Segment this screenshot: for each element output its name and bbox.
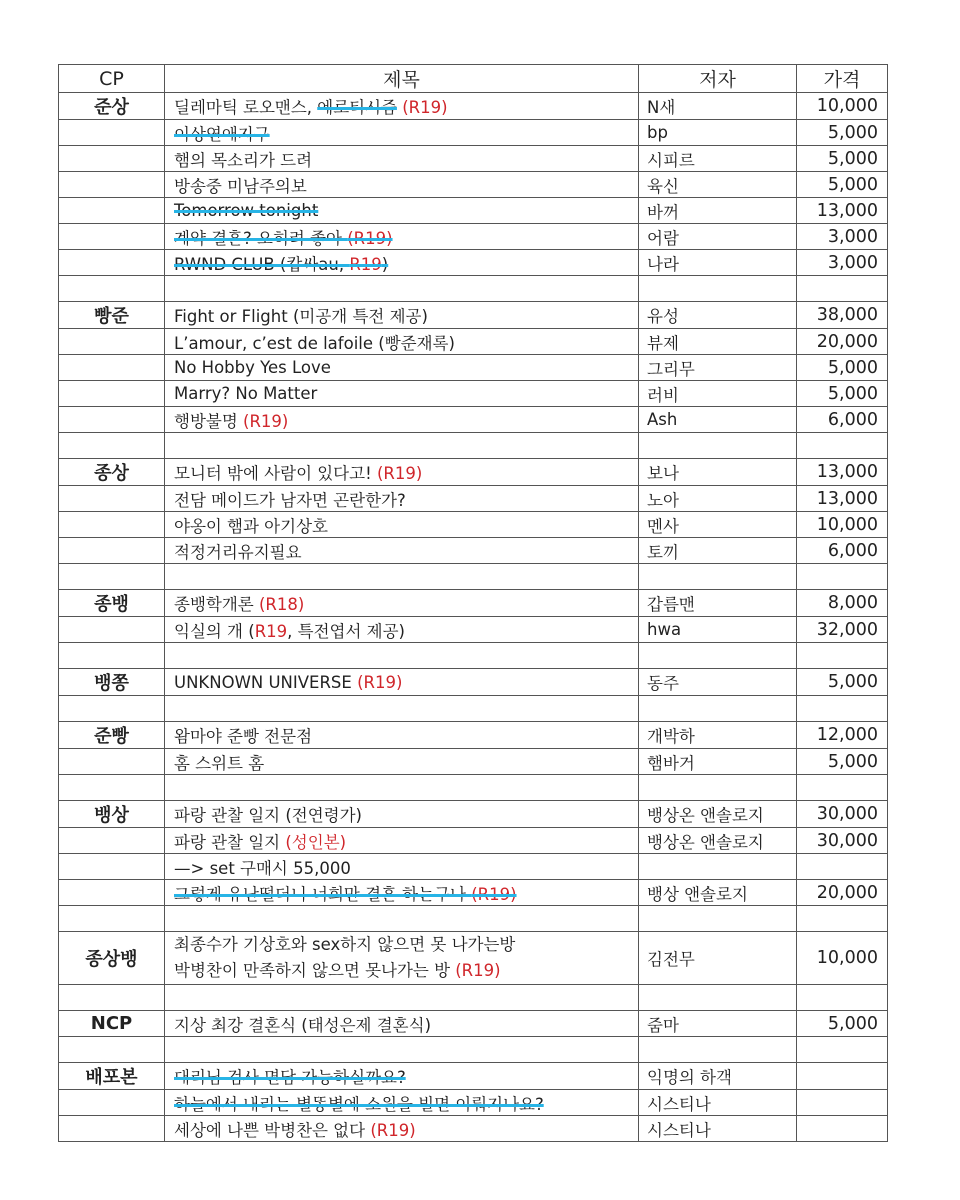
author-cell: 시스티나	[639, 1116, 797, 1142]
empty-cell	[797, 775, 888, 801]
title-text: Fight or Flight (미공개 특전 제공)	[174, 307, 428, 326]
title-text: 행방불명	[174, 411, 244, 431]
table-row	[59, 590, 888, 617]
blank-row	[59, 433, 888, 459]
empty-cell	[59, 985, 165, 1011]
title-text: 대리님 검사 면담 가능하실까요?	[174, 1068, 406, 1087]
cp-cell	[59, 381, 165, 407]
header-title: 제목	[165, 65, 639, 93]
table-row	[59, 749, 888, 775]
cp-cell	[59, 250, 165, 276]
empty-cell	[59, 643, 165, 669]
title-text: 햄의 목소리가 드려	[174, 150, 313, 170]
author-cell: 시스티나	[639, 1090, 797, 1116]
author-cell: N새	[639, 93, 797, 120]
rating-label: R19	[254, 621, 288, 641]
cp-cell	[59, 617, 165, 643]
title-text: 익실의 개 (	[174, 621, 255, 641]
price-cell: 32,000	[797, 617, 888, 643]
table-body	[59, 93, 888, 1142]
author-cell: 뱅상온 앤솔로지	[639, 801, 797, 828]
empty-cell	[165, 564, 639, 590]
empty-cell	[59, 564, 165, 590]
table-row	[59, 172, 888, 198]
empty-cell	[639, 906, 797, 932]
author-cell: 줌마	[639, 1011, 797, 1037]
title-cell	[165, 172, 639, 198]
title-text: 하늘에서 내리는 별똥별에 소원을 빌면 이뤄지나요?	[174, 1094, 544, 1114]
title-text: 그렇게 유난떨더니 너희만 결혼 하는구나	[174, 884, 472, 904]
title-cell	[165, 854, 639, 880]
title-cell	[165, 1090, 639, 1116]
title-cell	[165, 590, 639, 617]
rating-label: (R19)	[370, 1120, 416, 1140]
title-cell	[165, 538, 639, 564]
table-row	[59, 329, 888, 355]
price-cell: 30,000	[797, 828, 888, 854]
blank-row	[59, 276, 888, 302]
title-text: Tomorrow tonight	[174, 201, 319, 220]
empty-cell	[797, 1037, 888, 1063]
title-text: 적정거리유지필요	[174, 542, 302, 562]
empty-cell	[59, 906, 165, 932]
price-cell	[797, 1063, 888, 1090]
empty-cell	[639, 433, 797, 459]
price-list-table	[58, 64, 888, 1142]
empty-cell	[165, 433, 639, 459]
title-cell	[165, 828, 639, 854]
table-row	[59, 407, 888, 433]
author-cell: 개박하	[639, 722, 797, 749]
price-cell: 6,000	[797, 407, 888, 433]
blank-row	[59, 985, 888, 1011]
price-cell: 5,000	[797, 120, 888, 146]
header-cp: CP	[59, 65, 165, 93]
empty-cell	[639, 1037, 797, 1063]
table-row	[59, 669, 888, 696]
cp-cell: 준상	[59, 93, 165, 120]
empty-cell	[639, 775, 797, 801]
table-row	[59, 459, 888, 486]
rating-label: (R19)	[471, 884, 517, 904]
title-cell	[165, 932, 639, 985]
table-row	[59, 617, 888, 643]
blank-row	[59, 775, 888, 801]
price-cell: 10,000	[797, 93, 888, 120]
author-cell: 러비	[639, 381, 797, 407]
title-cell	[165, 722, 639, 749]
cp-cell	[59, 828, 165, 854]
header-price: 가격	[797, 65, 888, 93]
table-row	[59, 250, 888, 276]
title-cell	[165, 1011, 639, 1037]
empty-cell	[639, 985, 797, 1011]
title-cell	[165, 880, 639, 906]
title-cell	[165, 669, 639, 696]
author-cell: 나라	[639, 250, 797, 276]
cp-cell	[59, 329, 165, 355]
author-cell: 햄바거	[639, 749, 797, 775]
table-row	[59, 355, 888, 381]
cp-cell	[59, 538, 165, 564]
empty-cell	[797, 564, 888, 590]
title-cell	[165, 120, 639, 146]
empty-cell	[59, 696, 165, 722]
table-row	[59, 722, 888, 749]
table-row	[59, 146, 888, 172]
cp-cell: 빵준	[59, 302, 165, 329]
rating-label: (R19)	[455, 961, 501, 980]
author-cell: 시피르	[639, 146, 797, 172]
title-text: 모니터 밖에 사람이 있다고!	[174, 464, 377, 483]
empty-cell	[797, 276, 888, 302]
cp-cell: 종뱅	[59, 590, 165, 617]
table-row	[59, 120, 888, 146]
price-cell: 3,000	[797, 224, 888, 250]
empty-cell	[165, 906, 639, 932]
cp-cell: 뱅상	[59, 801, 165, 828]
empty-cell	[165, 643, 639, 669]
empty-cell	[797, 696, 888, 722]
cp-cell	[59, 146, 165, 172]
title-cell	[165, 146, 639, 172]
title-text: 딜레마틱 로오맨스,	[174, 98, 318, 117]
cp-cell	[59, 198, 165, 224]
author-cell: 김전무	[639, 932, 797, 985]
cp-cell	[59, 172, 165, 198]
title-text: 파랑 관찰 일지	[174, 832, 286, 852]
title-cell	[165, 250, 639, 276]
title-text: 에로티시즘	[317, 98, 397, 117]
cp-cell	[59, 1090, 165, 1116]
cp-cell	[59, 880, 165, 906]
price-cell: 30,000	[797, 801, 888, 828]
author-cell: 뱅상온 앤솔로지	[639, 828, 797, 854]
price-cell	[797, 854, 888, 880]
empty-cell	[59, 1037, 165, 1063]
author-cell: 익명의 하객	[639, 1063, 797, 1090]
header-row	[59, 65, 888, 93]
price-cell: 13,000	[797, 459, 888, 486]
table-row	[59, 224, 888, 250]
title-text: 왐마야 준빵 전문점	[174, 727, 313, 746]
author-cell: 그리무	[639, 355, 797, 381]
rating-label: (R19)	[402, 98, 448, 117]
author-cell: 동주	[639, 669, 797, 696]
empty-cell	[165, 696, 639, 722]
title-cell	[165, 381, 639, 407]
title-text: 계약 결혼? 오히려 좋아	[174, 228, 348, 248]
cp-cell: 준빵	[59, 722, 165, 749]
cp-cell	[59, 854, 165, 880]
title-cell	[165, 355, 639, 381]
cp-cell: 종상뱅	[59, 932, 165, 985]
title-text: 최종수가 기상호와 sex하지 않으면 못 나가는방	[174, 935, 516, 954]
empty-cell	[165, 276, 639, 302]
price-cell: 38,000	[797, 302, 888, 329]
cp-cell	[59, 407, 165, 433]
title-line	[174, 958, 630, 984]
title-cell	[165, 224, 639, 250]
title-text: UNKNOWN UNIVERSE	[174, 672, 358, 692]
price-cell: 12,000	[797, 722, 888, 749]
empty-cell	[797, 906, 888, 932]
empty-cell	[639, 696, 797, 722]
title-cell	[165, 198, 639, 224]
table-row	[59, 880, 888, 906]
price-cell: 5,000	[797, 146, 888, 172]
author-cell: 바꺼	[639, 198, 797, 224]
title-text: 박병찬이 만족하지 않으면 못나가는 방	[174, 961, 456, 980]
price-cell: 6,000	[797, 538, 888, 564]
empty-cell	[797, 643, 888, 669]
title-text: 이상연애지구	[174, 124, 270, 144]
price-cell: 5,000	[797, 1011, 888, 1037]
table-row	[59, 854, 888, 880]
blank-row	[59, 643, 888, 669]
title-text: 세상에 나쁜 박병찬은 없다	[174, 1120, 371, 1140]
title-text: 지상 최강 결혼식 (태성은제 결혼식)	[174, 1015, 431, 1035]
title-cell	[165, 512, 639, 538]
price-cell: 8,000	[797, 590, 888, 617]
title-cell	[165, 749, 639, 775]
author-cell	[639, 854, 797, 880]
rating-label: (R19)	[357, 672, 403, 692]
title-text: , 특전엽서 제공)	[287, 621, 405, 641]
title-text: —> set 구매시 55,000	[174, 858, 351, 878]
price-cell: 20,000	[797, 880, 888, 906]
cp-cell	[59, 355, 165, 381]
empty-cell	[797, 985, 888, 1011]
title-cell	[165, 329, 639, 355]
title-text: 종뱅학개론	[174, 595, 259, 614]
empty-cell	[59, 276, 165, 302]
rating-label: (성인본)	[285, 832, 347, 852]
title-cell	[165, 801, 639, 828]
rating-label: (R18)	[258, 595, 305, 614]
title-text: )	[381, 254, 389, 274]
cp-cell	[59, 486, 165, 512]
cp-cell	[59, 120, 165, 146]
rating-label: (R19)	[376, 464, 423, 483]
cp-cell: 뱅쫑	[59, 669, 165, 696]
title-text: 파랑 관찰 일지 (전연령가)	[174, 806, 362, 825]
title-text: Marry? No Matter	[174, 384, 318, 403]
rating-label: (R19)	[243, 411, 289, 431]
price-cell: 10,000	[797, 512, 888, 538]
author-cell: 뷰제	[639, 329, 797, 355]
title-text: RWND CLUB (캅싸au,	[174, 254, 350, 274]
author-cell: 보나	[639, 459, 797, 486]
title-text: L’amour, c’est de lafoile (빵준재록)	[174, 333, 455, 353]
price-cell: 5,000	[797, 669, 888, 696]
empty-cell	[639, 564, 797, 590]
cp-cell: NCP	[59, 1011, 165, 1037]
author-cell: 뱅상 앤솔로지	[639, 880, 797, 906]
price-cell: 13,000	[797, 198, 888, 224]
cp-cell	[59, 1116, 165, 1142]
cp-cell	[59, 512, 165, 538]
title-text: 방송중 미남주의보	[174, 176, 307, 196]
author-cell: bp	[639, 120, 797, 146]
rating-label: R19	[349, 254, 382, 274]
price-cell	[797, 1090, 888, 1116]
title-cell	[165, 1063, 639, 1090]
price-cell: 5,000	[797, 355, 888, 381]
table-row	[59, 828, 888, 854]
author-cell: 토끼	[639, 538, 797, 564]
table-row	[59, 801, 888, 828]
table-row	[59, 1116, 888, 1142]
table-row	[59, 381, 888, 407]
rating-label: (R19)	[347, 228, 393, 248]
empty-cell	[639, 276, 797, 302]
title-cell	[165, 617, 639, 643]
price-cell: 3,000	[797, 250, 888, 276]
cp-cell: 종상	[59, 459, 165, 486]
author-cell: 노아	[639, 486, 797, 512]
price-cell: 13,000	[797, 486, 888, 512]
empty-cell	[165, 1037, 639, 1063]
table-row	[59, 1063, 888, 1090]
empty-cell	[165, 985, 639, 1011]
table-row	[59, 538, 888, 564]
blank-row	[59, 906, 888, 932]
price-cell: 5,000	[797, 749, 888, 775]
price-cell: 20,000	[797, 329, 888, 355]
table-row	[59, 486, 888, 512]
table-row	[59, 1011, 888, 1037]
title-text: 전담 메이드가 남자면 곤란한가?	[174, 490, 406, 510]
author-cell: 갑름맨	[639, 590, 797, 617]
price-cell: 5,000	[797, 381, 888, 407]
empty-cell	[165, 775, 639, 801]
table-row	[59, 302, 888, 329]
table-row	[59, 932, 888, 985]
title-text: 홈 스위트 홈	[174, 753, 265, 773]
author-cell: 멘사	[639, 512, 797, 538]
title-cell	[165, 302, 639, 329]
author-cell: Ash	[639, 407, 797, 433]
table-row	[59, 198, 888, 224]
author-cell: 어람	[639, 224, 797, 250]
title-cell	[165, 459, 639, 486]
cp-cell: 배포본	[59, 1063, 165, 1090]
table-row	[59, 93, 888, 120]
cp-cell	[59, 224, 165, 250]
table-row	[59, 512, 888, 538]
empty-cell	[639, 643, 797, 669]
table-row	[59, 1090, 888, 1116]
title-cell	[165, 486, 639, 512]
title-text: No Hobby Yes Love	[174, 358, 331, 377]
title-cell	[165, 93, 639, 120]
blank-row	[59, 564, 888, 590]
price-cell: 10,000	[797, 932, 888, 985]
blank-row	[59, 1037, 888, 1063]
title-cell	[165, 1116, 639, 1142]
author-cell: 육신	[639, 172, 797, 198]
blank-row	[59, 696, 888, 722]
title-cell	[165, 407, 639, 433]
cp-cell	[59, 749, 165, 775]
price-cell	[797, 1116, 888, 1142]
header-author: 저자	[639, 65, 797, 93]
empty-cell	[797, 433, 888, 459]
empty-cell	[59, 775, 165, 801]
empty-cell	[59, 433, 165, 459]
title-line	[174, 932, 630, 958]
author-cell: 유성	[639, 302, 797, 329]
price-cell: 5,000	[797, 172, 888, 198]
author-cell: hwa	[639, 617, 797, 643]
title-text: 야옹이 햄과 아기상호	[174, 516, 328, 536]
